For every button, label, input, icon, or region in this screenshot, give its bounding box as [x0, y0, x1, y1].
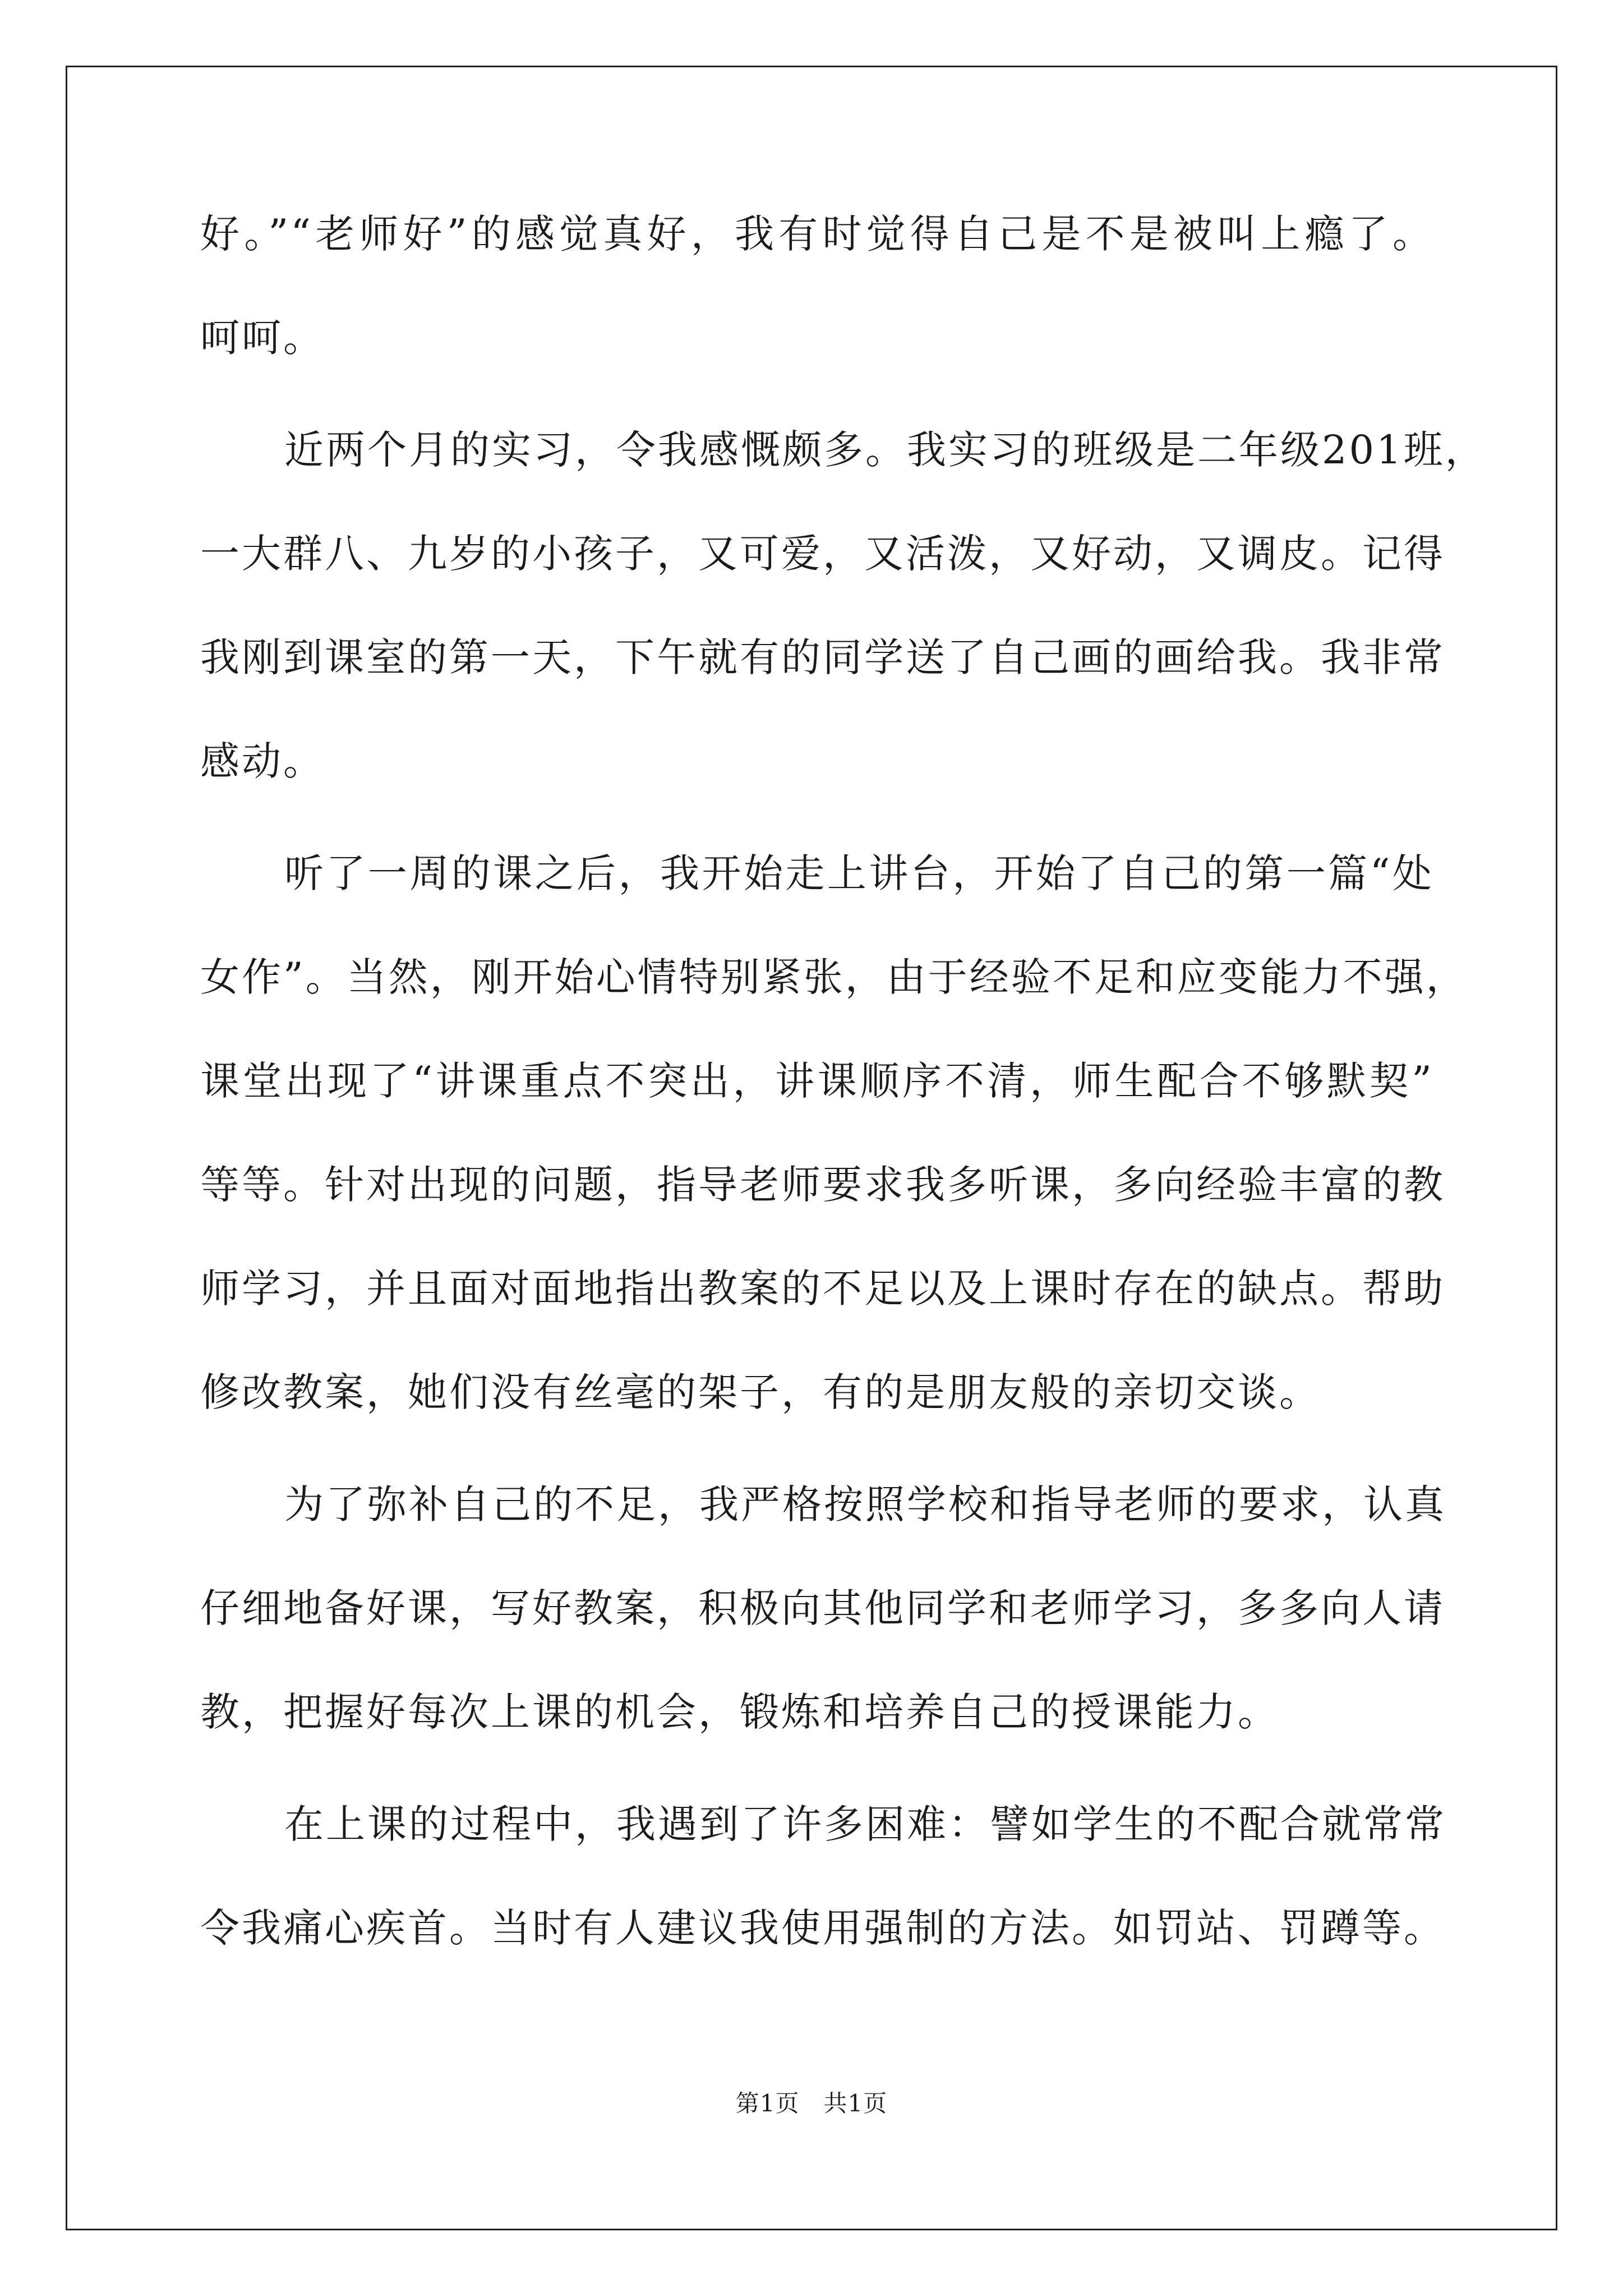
text-line: 好。”“老师好”的感觉真好，我有时觉得自己是不是被叫上瘾了。 [200, 211, 1434, 257]
text-line: 课堂出现了“讲课重点不突出，讲课顺序不清，师生配合不够默契” [200, 1058, 1434, 1104]
text-line: 修改教案，她们没有丝毫的架子，有的是朋友般的亲切交谈。 [200, 1369, 1321, 1415]
text-line: 仔细地备好课，写好教案，积极向其他同学和老师学习，多多向人请 [200, 1585, 1445, 1631]
text-line: 令我痛心疾首。当时有人建议我使用强制的方法。如罚站、罚蹲等。 [200, 1905, 1445, 1951]
text-line: 呵呵。 [200, 315, 325, 361]
text-line: 一大群八、九岁的小孩子，又可爱，又活泼，又好动，又调皮。记得 [200, 531, 1445, 577]
page-number-footer: 第1页 共1页 [735, 2090, 888, 2117]
text-line: 教，把握好每次上课的机会，锻炼和培养自己的授课能力。 [200, 1689, 1279, 1735]
text-line: 女作”。当然，刚开始心情特别紧张，由于经验不足和应变能力不强， [200, 954, 1468, 1000]
paragraph-first-line: 近两个月的实习，令我感慨颇多。我实习的班级是二年级201班， [284, 427, 1487, 473]
paragraph-first-line: 听了一周的课之后，我开始走上讲台，开始了自己的第一篇“处 [284, 850, 1434, 896]
paragraph-first-line: 为了弥补自己的不足，我严格按照学校和指导老师的要求，认真 [284, 1481, 1446, 1527]
text-line: 师学习，并且面对面地指出教案的不足以及上课时存在的缺点。帮助 [200, 1266, 1445, 1312]
text-line: 等等。针对出现的问题，指导老师要求我多听课，多向经验丰富的教 [200, 1162, 1445, 1208]
text-line: 感动。 [200, 738, 325, 784]
text-line: 我刚到课室的第一天，下午就有的同学送了自己画的画给我。我非常 [200, 634, 1445, 680]
paragraph-first-line: 在上课的过程中，我遇到了许多困难：譬如学生的不配合就常常 [284, 1801, 1446, 1847]
